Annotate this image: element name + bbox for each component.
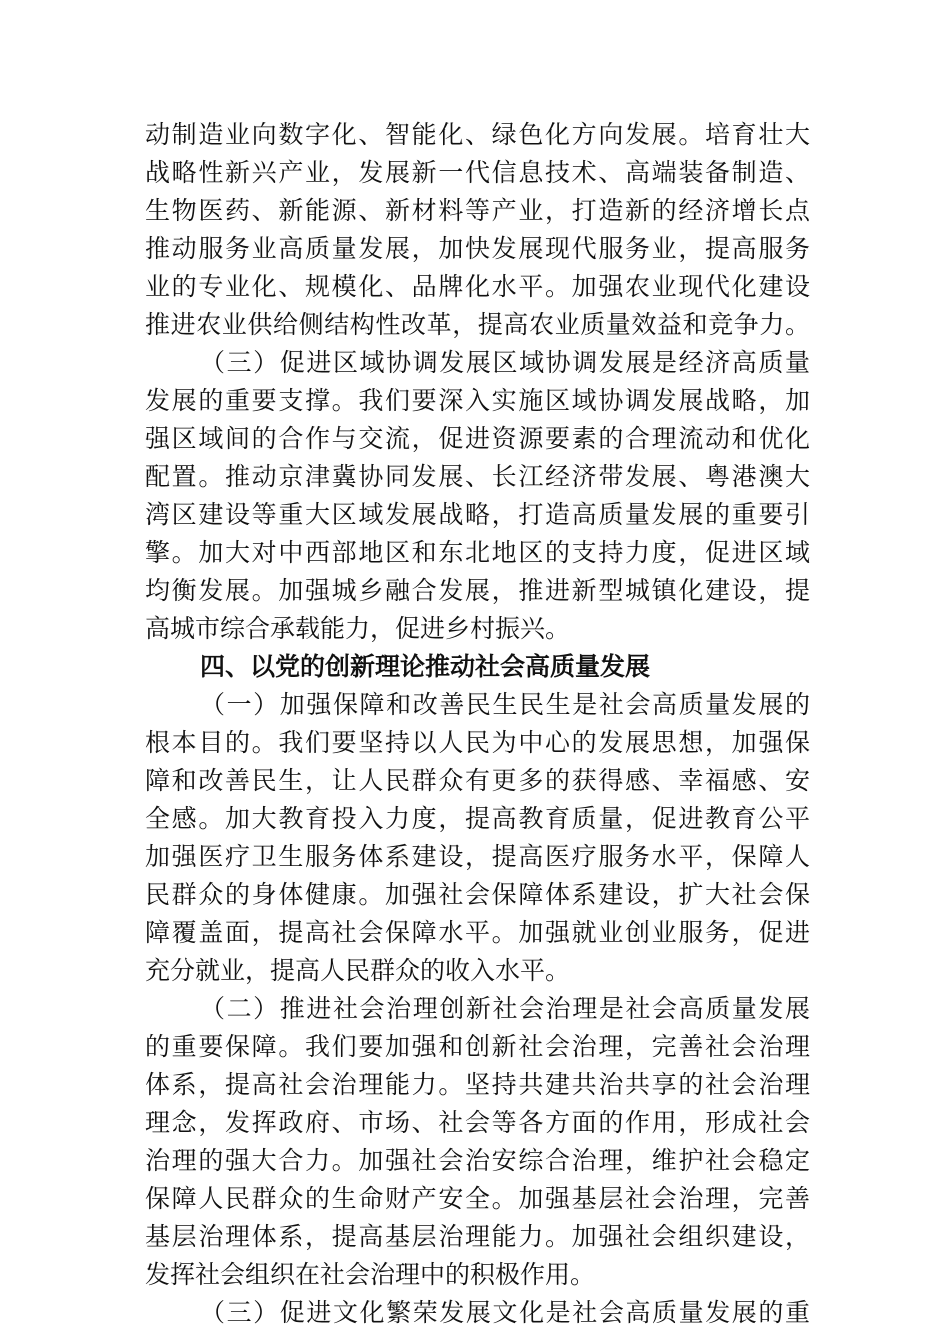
text-line: 均衡发展。加强城乡融合发展，推进新型城镇化建设，提 (145, 576, 810, 605)
text-line: 擎。加大对中西部地区和东北地区的支持力度，促进区域 (145, 538, 810, 567)
text-line: 充分就业，提高人民群众的收入水平。 (145, 956, 571, 985)
text-line: 推动服务业高质量发展，加快发展现代服务业，提高服务 (145, 234, 810, 263)
text-line: 根本目的。我们要坚持以人民为中心的发展思想，加强保 (145, 728, 810, 757)
text-line: 推进农业供给侧结构性改革，提高农业质量效益和竞争力。 (145, 310, 810, 339)
text-line: 民群众的身体健康。加强社会保障体系建设，扩大社会保 (145, 880, 810, 909)
text-line: 战略性新兴产业，发展新一代信息技术、高端装备制造、 (145, 158, 810, 187)
text-line: 动制造业向数字化、智能化、绿色化方向发展。培育壮大 (145, 120, 810, 149)
text-line: 的重要保障。我们要加强和创新社会治理，完善社会治理 (145, 1032, 810, 1061)
text-line: 基层治理体系，提高基层治理能力。加强社会组织建设， (145, 1222, 810, 1251)
text-line: 保障人民群众的生命财产安全。加强基层社会治理，完善 (145, 1184, 810, 1213)
text-line: 加强医疗卫生服务体系建设，提高医疗服务水平，保障人 (145, 842, 810, 871)
text-line: 生物医药、新能源、新材料等产业，打造新的经济增长点 (145, 196, 810, 225)
text-line: 体系，提高社会治理能力。坚持共建共治共享的社会治理 (145, 1070, 810, 1099)
subsection-heading-line: （三）促进文化繁荣发展文化是社会高质量发展的重 (200, 1298, 810, 1327)
text-line: 湾区建设等重大区域发展战略，打造高质量发展的重要引 (145, 500, 810, 529)
text-line: 治理的强大合力。加强社会治安综合治理，维护社会稳定 (145, 1146, 810, 1175)
text-line: 全感。加大教育投入力度，提高教育质量，促进教育公平 (145, 804, 810, 833)
text-line: 高城市综合承载能力，促进乡村振兴。 (145, 614, 571, 643)
text-line: 发展的重要支撑。我们要深入实施区域协调发展战略，加 (145, 386, 810, 415)
text-line: 发挥社会组织在社会治理中的积极作用。 (145, 1260, 596, 1289)
text-line: 强区域间的合作与交流，促进资源要素的合理流动和优化 (145, 424, 810, 453)
subsection-heading-line: （三）促进区域协调发展区域协调发展是经济高质量 (200, 348, 810, 377)
subsection-heading-line: （一）加强保障和改善民生民生是社会高质量发展的 (200, 690, 810, 719)
text-line: 障和改善民生，让人民群众有更多的获得感、幸福感、安 (145, 766, 810, 795)
text-line: 障覆盖面，提高社会保障水平。加强就业创业服务，促进 (145, 918, 810, 947)
section-heading: 四、以党的创新理论推动社会高质量发展 (200, 652, 651, 681)
text-line: 理念，发挥政府、市场、社会等各方面的作用，形成社会 (145, 1108, 810, 1137)
subsection-heading-line: （二）推进社会治理创新社会治理是社会高质量发展 (200, 994, 810, 1023)
text-line: 业的专业化、规模化、品牌化水平。加强农业现代化建设 (145, 272, 810, 301)
text-line: 配置。推动京津冀协同发展、长江经济带发展、粤港澳大 (145, 462, 810, 491)
